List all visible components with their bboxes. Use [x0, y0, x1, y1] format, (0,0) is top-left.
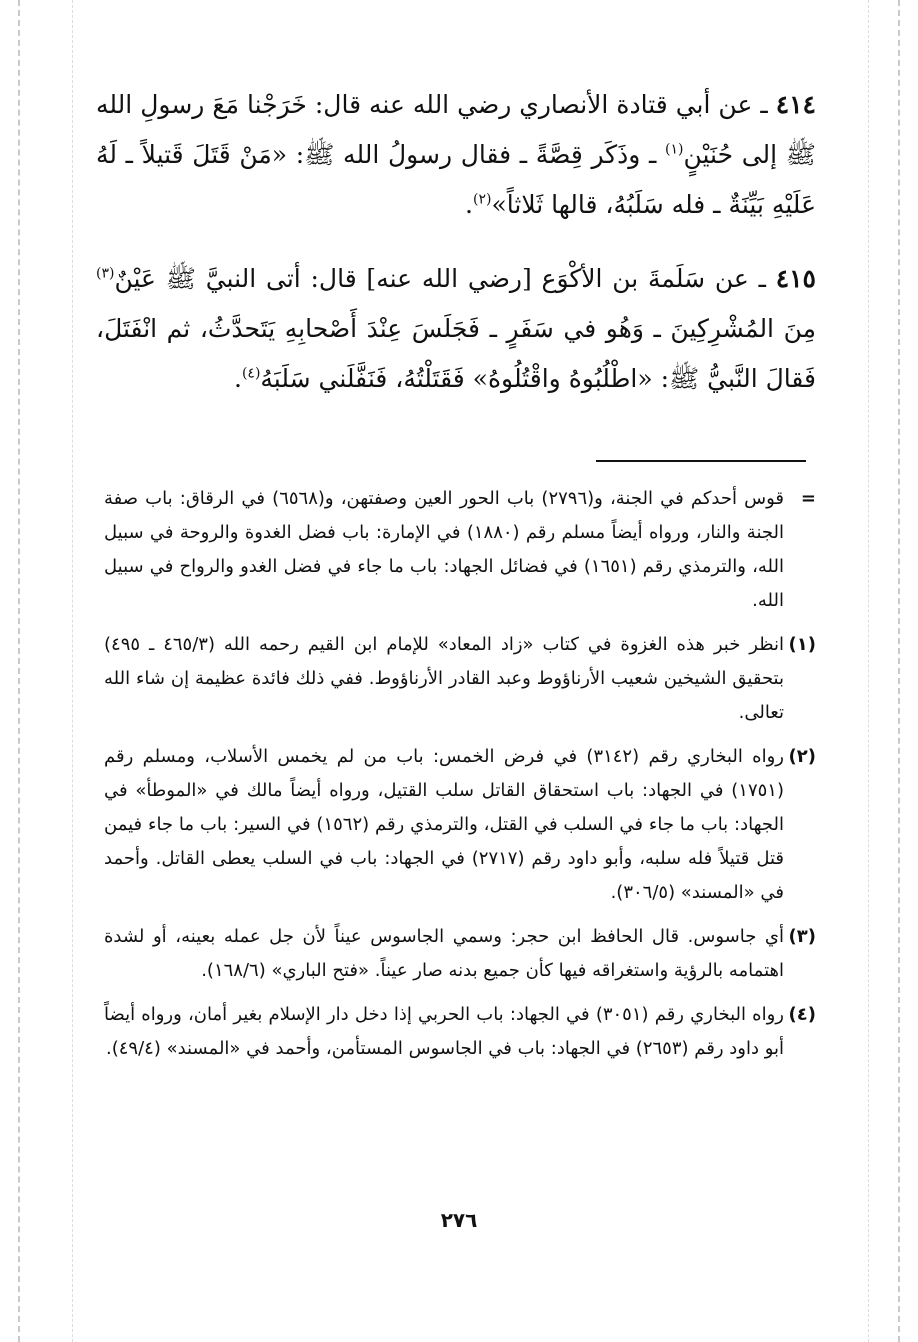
footnote-reference[interactable]: (٢)	[472, 191, 492, 208]
footnote-continuation	[104, 482, 816, 618]
footnote-reference[interactable]: (٣)	[96, 265, 115, 282]
footnote-1	[104, 628, 816, 730]
hadith-text: ـ عن سَلَمةَ بن الأكْوَع [رضي الله عنه] قال: أتى النبيَّ ﷺ عَيْنٌ	[114, 264, 766, 293]
hadith-text-end: .	[233, 364, 242, 393]
hadith-415	[96, 254, 816, 404]
scan-edge-line	[868, 0, 869, 1342]
hadith-number: ٤١٤	[775, 90, 816, 119]
main-text	[96, 80, 816, 428]
footnote-marker: (١)	[788, 634, 816, 655]
footnotes	[104, 482, 816, 1076]
footnote-text: أي جاسوس. قال الحافظ ابن حجر: وسمي الجاسوس عيناً لأن جل عمله بعينه، أو لشدة اهتمامه بالرؤية واستغراقه فيها كأن جميع بدنه صار عيناً. «فتح الباري» (١٦٨/٦).	[104, 926, 784, 981]
footnote-4	[104, 998, 816, 1066]
hadith-text-end: .	[465, 190, 473, 219]
footnote-marker: =	[800, 488, 816, 509]
footnote-reference[interactable]: (٤)	[241, 365, 261, 382]
footnote-marker: (٤)	[788, 1004, 816, 1025]
scan-edge-line	[72, 0, 73, 1342]
footnote-text: رواه البخاري رقم (٣٠٥١) في الجهاد: باب الحربي إذا دخل دار الإسلام بغير أمان، ورواه أيضاً أبو داود رقم (٢٦٥٣) في الجهاد: باب في الجاسوس المستأمن، وأحمد في «المسند» (٤٩/٤).	[104, 1004, 784, 1059]
hadith-number: ٤١٥	[775, 264, 816, 293]
scan-edge-line	[898, 0, 900, 1342]
footnote-text: انظر خبر هذه الغزوة في كتاب «زاد المعاد» للإمام ابن القيم رحمه الله (٤٦٥/٣ ـ ٤٩٥) بتحقيق الشيخين شعيب الأرناؤوط وعبد القادر الأرناؤوط. ففي ذلك فائدة عظيمة إن شاء الله تعالى.	[104, 634, 784, 723]
hadith-414	[96, 80, 816, 230]
footnote-2	[104, 740, 816, 910]
footnote-reference[interactable]: (١)	[665, 141, 684, 158]
footnote-text: قوس أحدكم في الجنة، و(٢٧٩٦) باب الحور العين وصفتهن، و(٦٥٦٨) في الرقاق: باب صفة الجنة والنار، ورواه أيضاً مسلم رقم (١٨٨٠) في الإمارة: باب فضل الغدوة والروحة في سبيل الله، والترمذي رقم (١٦٥١) في فضائل الجهاد: باب ما جاء في فضل الغدو والرواح في سبيل الله.	[104, 488, 784, 611]
footnote-3	[104, 920, 816, 988]
footnote-marker: (٣)	[788, 926, 816, 947]
footnote-marker: (٢)	[788, 746, 816, 767]
footnote-text: رواه البخاري رقم (٣١٤٢) في فرض الخمس: باب من لم يخمس الأسلاب، ومسلم رقم (١٧٥١) في الجهاد: باب استحقاق القاتل سلب القتيل، ورواه أيضاً مالك في «الموطأ» في الجهاد: باب ما جاء في السلب في القتل، والترمذي رقم (١٥٦٢) في السير: باب ما جاء فيمن قتل قتيلاً فله سلبه، وأبو داود رقم (٢٧١٧) في الجهاد: باب في السلب يعطى القاتل. وأحمد في «المسند» (٣٠٦/٥).	[104, 746, 784, 903]
hadith-text: مِنَ المُشْرِكِينَ ـ وَهُو في سَفَرٍ ـ فَجَلَسَ عِنْدَ أَصْحابِهِ يَتَحدَّثُ، ثم انْفَتَلَ، فَقالَ النَّبيُّ ﷺ: «اطْلُبُوهُ واقْتُلُوهُ» فَقَتَلْتُهُ، فَنَفَّلَني سَلَبَهُ	[96, 314, 816, 393]
scan-edge-line	[18, 0, 20, 1342]
footnote-separator	[596, 460, 806, 462]
page-number: ٢٧٦	[440, 1208, 478, 1232]
hadith-text: ـ عن أبي قتادة الأنصاري رضي الله عنه قال: خَرَجْنا مَعَ رسولِ الله ﷺ إلى حُنَيْنٍ	[96, 90, 816, 169]
hadith-text: ـ وذَكَر قِصَّةً ـ فقال رسولُ الله ﷺ: «مَنْ قَتَلَ قَتيلاً ـ لَهُ عَلَيْهِ بَيِّنَةٌ ـ فله سَلَبُهُ، قالها ثَلاثاً»	[96, 140, 816, 219]
